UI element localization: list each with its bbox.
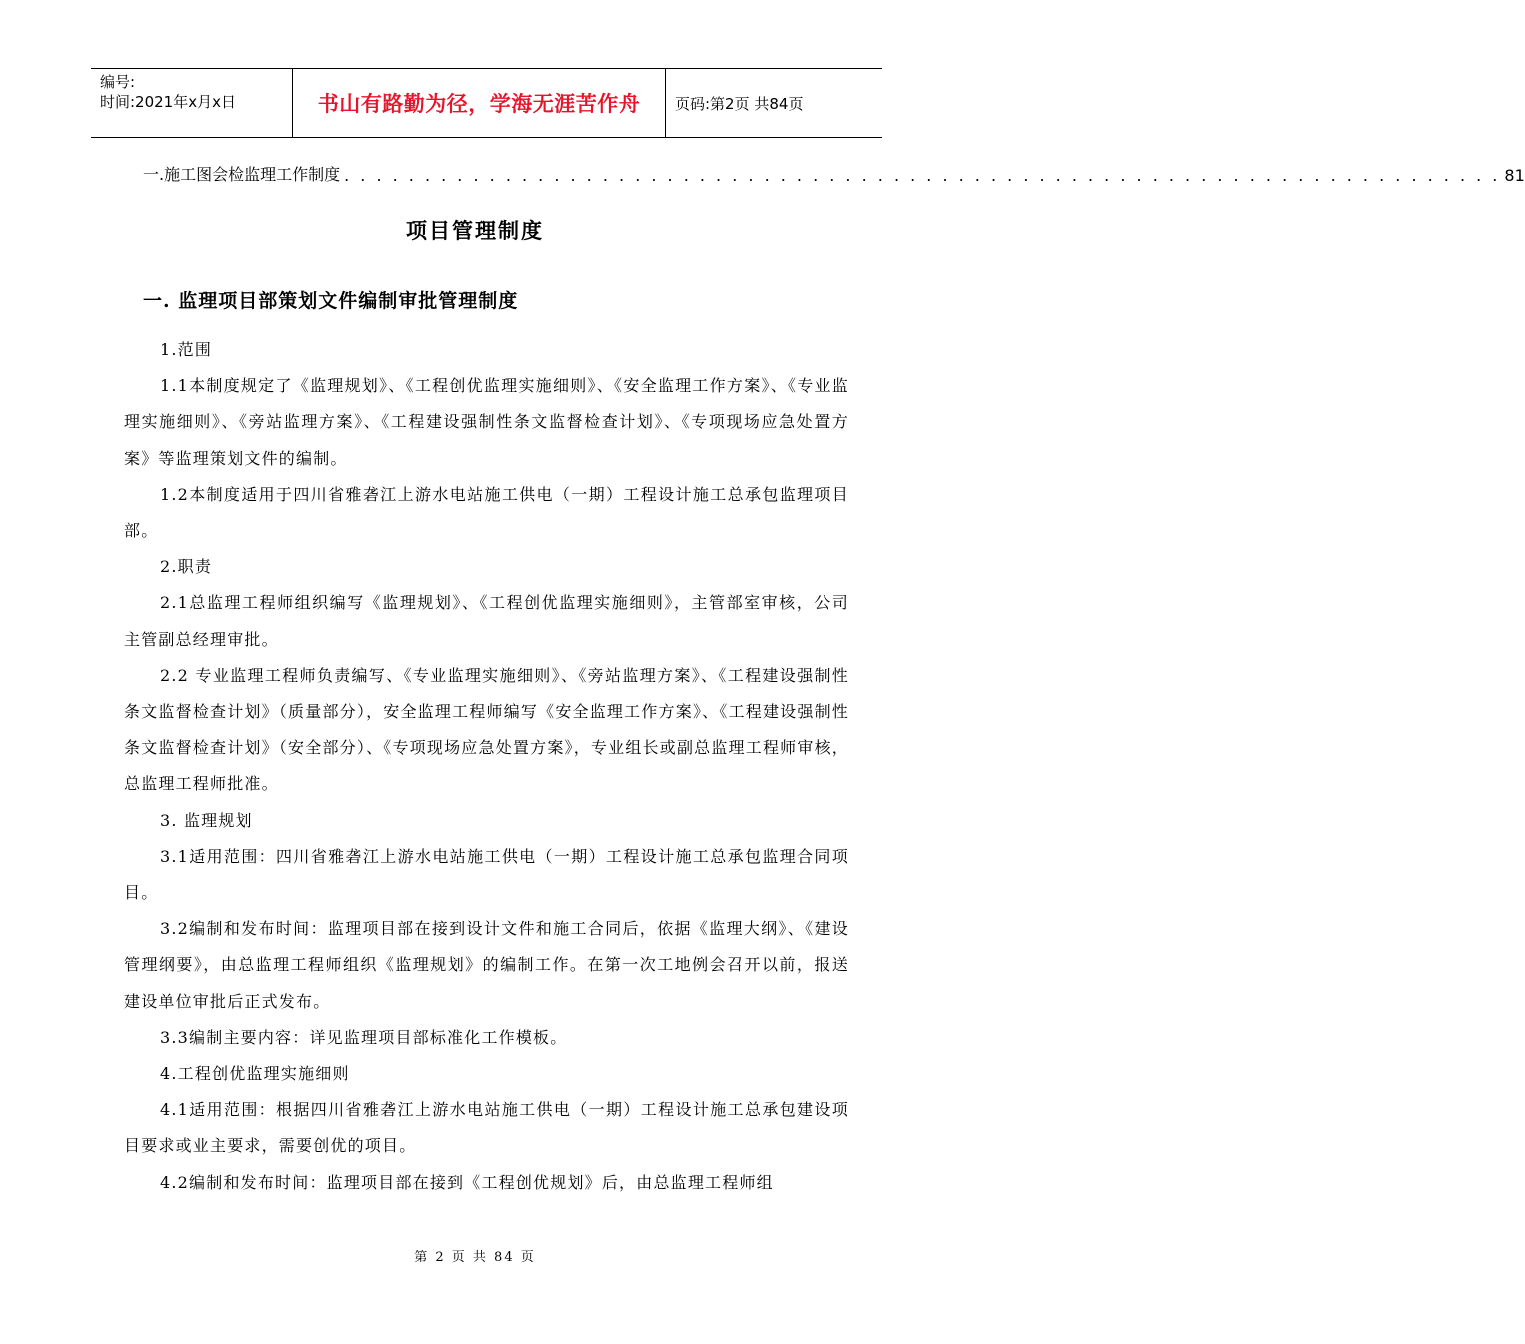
paragraph: 3.1适用范围：四川省雅砻江上游水电站施工供电（一期）工程设计施工总承包监理合同项目。 (124, 846, 849, 903)
paragraph: 1.范围 (160, 340, 213, 359)
paragraph: 1.2本制度适用于四川省雅砻江上游水电站施工供电（一期）工程设计施工总承包监理项目部。 (124, 484, 849, 541)
document-body (124, 332, 849, 1201)
header-meta (91, 69, 293, 137)
paragraph: 2.1总监理工程师组织编写《监理规划》、《工程创优监理实施细则》，主管部室审核，公司主管副总经理审批。 (124, 593, 849, 649)
paragraph: 4.2编制和发布时间：监理项目部在接到《工程创优规划》后，由总监理工程师组 (160, 1172, 774, 1192)
paragraph: 3.3编制主要内容：详见监理项目部标准化工作模板。 (160, 1027, 568, 1047)
doc-time-label: 时间:2021年x月x日 (100, 93, 236, 111)
doc-code-label: 编号: (100, 73, 136, 91)
header-page-info (666, 69, 882, 137)
paragraph: 4.1适用范围：根据四川省雅砻江上游水电站施工供电（一期）工程设计施工总承包建设项目要求或业主要求，需要创优的项目。 (124, 1100, 849, 1156)
section-heading: 一. 监理项目部策划文件编制审批管理制度 (143, 290, 519, 312)
page-header (91, 68, 882, 138)
paragraph: 3. 监理规划 (160, 810, 253, 830)
page-info-text: 页码:第2页 共84页 (675, 94, 804, 113)
slogan-text: 书山有路勤为径，学海无涯苦作舟 (317, 92, 641, 116)
paragraph: 1.1本制度规定了《监理规划》、《工程创优监理实施细则》、《安全监理工作方案》、《专业监理实施细则》、《旁站监理方案》、《工程建设强制性条文监督检查计划》、《专项现场应急处置方案》等监理策划文件的编制。 (124, 376, 849, 468)
paragraph: 2.职责 (160, 557, 213, 577)
toc-entry[interactable] (143, 163, 1525, 185)
paragraph: 4.工程创优监理实施细则 (160, 1064, 350, 1084)
toc-entry-page: 81 (1504, 166, 1525, 185)
page-footer: 第 2 页 共 84 页 (414, 1250, 536, 1265)
toc-leader-dots: . . . . . . . . . . . . . . . . . . . . . . . . . . . . . . . . . . . . . . . . . . . . . . . . . . . . . . . . . . . . . . . . . . . . . . . . (344, 166, 1501, 185)
paragraph: 3.2编制和发布时间：监理项目部在接到设计文件和施工合同后，依据《监理大纲》、《建设管理纲要》，由总监理工程师组织《监理规划》的编制工作。在第一次工地例会召开以前，报送建设单位审批后正式发布。 (124, 919, 849, 1011)
document-title: 项目管理制度 (406, 218, 544, 243)
paragraph: 2.2 专业监理工程师负责编写、《专业监理实施细则》、《旁站监理方案》、《工程建设强制性条文监督检查计划》（质量部分），安全监理工程师编写《安全监理工作方案》、《工程建设强制性条文监督检查计划》（安全部分）、《专项现场应急处置方案》，专业组长或副总监理工程师审核，总监理工程师批准。 (124, 665, 849, 794)
header-slogan (293, 69, 666, 137)
toc-entry-text: 一.施工图会检监理工作制度 (143, 165, 341, 184)
